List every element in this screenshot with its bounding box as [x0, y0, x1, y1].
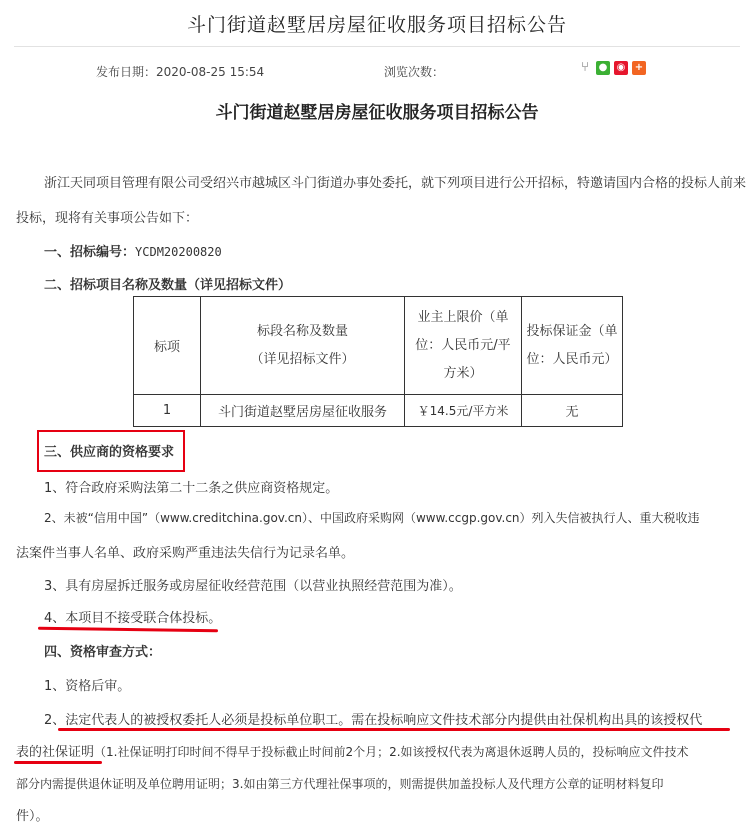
wechat-icon[interactable]: ●: [596, 61, 610, 75]
row-name: 斗门街道赵墅居房屋征收服务: [201, 395, 405, 427]
section-3-heading: 三、供应商的资格要求: [44, 445, 175, 460]
s4-item-2a: 2、法定代表人的被授权委托人必须是投标单位职工。需在投标响应文件技术部分内提供由社保机构出具的该授权代: [44, 713, 703, 728]
header-deposit: 投标保证金（单 位：人民币元）: [522, 297, 623, 395]
s3-item-4: 4、本项目不接受联合体投标。: [44, 611, 222, 626]
document-title: 斗门街道赵墅居房屋征收服务项目招标公告: [215, 103, 539, 123]
header-index: 标项: [134, 297, 201, 395]
bid-table: [133, 296, 623, 427]
plus-icon[interactable]: +: [632, 61, 646, 75]
s4-item-2d: 件）。: [16, 809, 49, 824]
row-price: ￥14.5元/平方米: [405, 395, 522, 427]
section-4-heading: 四、资格审查方式：: [44, 645, 162, 660]
s4-item-2b: 表的社保证明（1.社保证明打印时间不得早于投标截止时间前2个月；2.如该授权代表为离退休返聘人员的，投标响应文件技术: [16, 745, 689, 760]
table-row: [134, 395, 623, 427]
intro-line-1: 浙江天同项目管理有限公司受绍兴市越城区斗门街道办事处委托，就下列项目进行公开招标，特邀请国内合格的投标人前来: [44, 176, 747, 191]
page-title: 斗门街道赵墅居房屋征收服务项目招标公告: [186, 14, 567, 36]
weibo-icon[interactable]: ◉: [614, 61, 628, 75]
row-index: 1: [134, 395, 201, 427]
s3-item-3: 3、具有房屋拆迁服务或房屋征收经营范围（以营业执照经营范围为准）。: [44, 579, 462, 594]
view-count: 浏览次数：: [384, 65, 445, 79]
title-divider: [14, 46, 740, 47]
section-2-heading: 二、招标项目名称及数量（详见招标文件）: [44, 278, 292, 293]
publish-date: 发布日期：2020-08-25 15:54: [96, 65, 265, 79]
intro-line-2: 投标，现将有关事项公告如下：: [16, 211, 199, 226]
s3-item-2a: 2、未被“信用中国”（www.creditchina.gov.cn）、中国政府采购网（www.ccgp.gov.cn）列入失信被执行人、重大税收违: [44, 511, 700, 525]
underline-mark: [58, 728, 730, 731]
table-header-row: [134, 297, 623, 395]
share-toolbar: [578, 61, 646, 75]
header-price: 业主上限价（单 位：人民币元/平 方米）: [405, 297, 522, 395]
section-1: 一、招标编号：YCDM20200820: [44, 245, 222, 260]
underline-mark: [38, 627, 218, 633]
row-deposit: 无: [522, 395, 623, 427]
s3-item-1: 1、符合政府采购法第二十二条之供应商资格规定。: [44, 481, 339, 496]
s4-item-2c: 部分内需提供退休证明及单位聘用证明；3.如由第三方代理社保事项的，则需提供加盖投标人及代理方公章的证明材料复印: [16, 777, 664, 791]
header-name: 标段名称及数量 （详见招标文件）: [201, 297, 405, 395]
underline-mark: [14, 761, 102, 764]
share-icon[interactable]: ⑂: [581, 60, 589, 75]
s4-item-1: 1、资格后审。: [44, 679, 131, 694]
s3-item-2b: 法案件当事人名单、政府采购严重违法失信行为记录名单。: [16, 546, 355, 561]
